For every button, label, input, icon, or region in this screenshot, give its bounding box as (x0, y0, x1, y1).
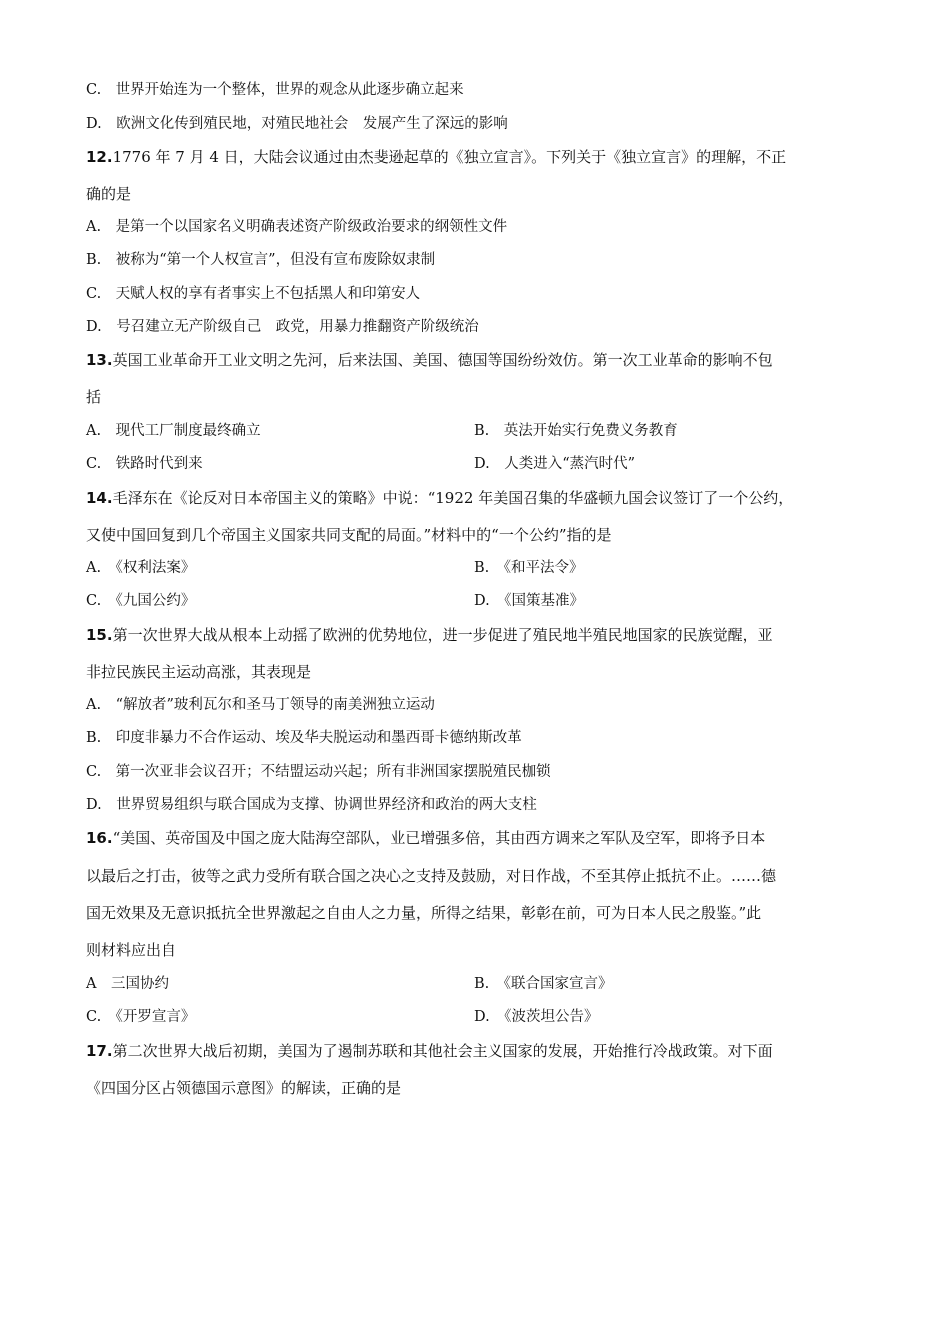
question-15-option-a: A. “解放者”玻利瓦尔和圣马丁领导的南美洲独立运动 (86, 697, 435, 713)
question-14-line-1 (86, 488, 793, 508)
question-16-option-c: C. 《开罗宣言》 (86, 1009, 196, 1025)
question-14-option-b: B. 《和平法令》 (474, 560, 584, 576)
question-16-option-d: D. 《波茨坦公告》 (474, 1009, 599, 1025)
question-13-option-a: A. 现代工厂制度最终确立 (86, 423, 261, 439)
question-16-line-3: 国无效果及无意识抵抗全世界激起之自由人之力量，所得之结果，彰彰在前，可为日本人民之殷鉴。”此 (86, 904, 762, 922)
question-13-option-d: D. 人类进入“蒸汽时代” (474, 456, 636, 472)
question-12-option-d: D. 号召建立无产阶级自己 政党，用暴力推翻资产阶级统治 (86, 319, 479, 335)
question-12-number: 12. (86, 148, 113, 166)
question-15-option-b: B. 印度非暴力不合作运动、埃及华夫脱运动和墨西哥卡德纳斯改革 (86, 730, 522, 746)
question-15-line-1 (86, 625, 773, 645)
question-12-option-b: B. 被称为“第一个人权宣言”，但没有宣布废除奴隶制 (86, 252, 436, 268)
question-16-option-b: B. 《联合国家宣言》 (474, 976, 613, 992)
prev-option-d: D. 欧洲文化传到殖民地，对殖民地社会 发展产生了深远的影响 (86, 116, 508, 132)
question-16-option-a: A 三国协约 (86, 976, 169, 992)
question-16-number: 16. (86, 829, 113, 847)
question-17-line-2: 《四国分区占领德国示意图》的解读，正确的是 (86, 1079, 402, 1097)
question-16-text-1: “美国、英帝国及中国之庞大陆海空部队，业已增强多倍，其由西方调来之军队及空军，即将予日本 (112, 829, 766, 847)
question-15-option-c: C. 第一次亚非会议召开；不结盟运动兴起；所有非洲国家摆脱殖民枷锁 (86, 764, 551, 780)
question-12-option-c: C. 天赋人权的享有者事实上不包括黑人和印第安人 (86, 286, 421, 302)
question-16-line-4: 则材料应出自 (86, 941, 177, 959)
question-17-number: 17. (86, 1042, 113, 1060)
prev-option-c: C. 世界开始连为一个整体，世界的观念从此逐步确立起来 (86, 82, 464, 98)
question-12-line-1 (86, 147, 786, 167)
question-13-option-c: C. 铁路时代到来 (86, 456, 203, 472)
question-12-option-a: A. 是第一个以国家名义明确表述资产阶级政治要求的纲领性文件 (86, 219, 508, 235)
question-17-text-1: 第二次世界大战后初期，美国为了遏制苏联和其他社会主义国家的发展，开始推行冷战政策。对下面 (112, 1042, 773, 1060)
question-14-option-d: D. 《国策基准》 (474, 593, 584, 609)
question-15-number: 15. (86, 626, 113, 644)
question-14-text-1: 毛泽东在《论反对日本帝国主义的策略》中说：“1922 年美国召集的华盛顿九国会议签订了一个公约， (112, 489, 794, 507)
question-13-text-1: 英国工业革命开工业文明之先河，后来法国、美国、德国等国纷纷效仿。第一次工业革命的影响不包 (112, 351, 773, 369)
question-13-number: 13. (86, 351, 113, 369)
question-15-option-d: D. 世界贸易组织与联合国成为支撑、协调世界经济和政治的两大支柱 (86, 797, 537, 813)
question-14-number: 14. (86, 489, 113, 507)
question-17-line-1 (86, 1041, 773, 1061)
question-13-line-2: 括 (86, 388, 102, 406)
question-12-line-2: 确的是 (86, 185, 132, 203)
question-16-line-1 (86, 828, 765, 848)
question-12-text-1: 1776 年 7 月 4 日，大陆会议通过由杰斐逊起草的《独立宣言》。下列关于《独立宣言》的理解，不正 (112, 148, 787, 166)
question-16-line-2: 以最后之打击，彼等之武力受所有联合国之决心之支持及鼓励，对日作战，不至其停止抵抗不止。……德 (86, 867, 777, 885)
question-14-option-c: C. 《九国公约》 (86, 593, 196, 609)
question-15-line-2: 非拉民族民主运动高涨，其表现是 (86, 663, 312, 681)
question-14-option-a: A. 《权利法案》 (86, 560, 196, 576)
question-13-option-b: B. 英法开始实行免费义务教育 (474, 423, 678, 439)
question-15-text-1: 第一次世界大战从根本上动摇了欧洲的优势地位，进一步促进了殖民地半殖民地国家的民族觉醒，亚 (112, 626, 773, 644)
question-13-line-1 (86, 350, 773, 370)
question-14-line-2: 又使中国回复到几个帝国主义国家共同支配的局面。”材料中的“一个公约”指的是 (86, 526, 612, 544)
